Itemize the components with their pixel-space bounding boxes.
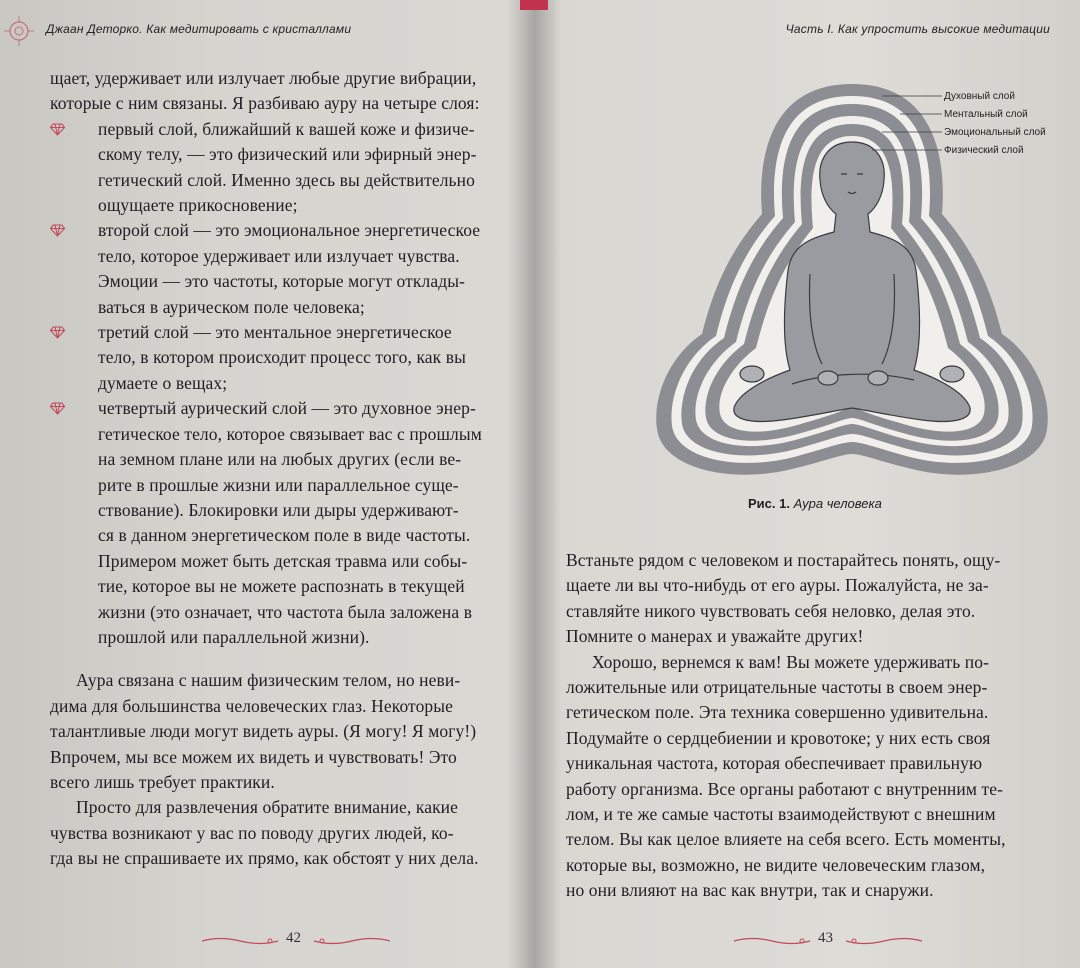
label-emotional-layer: Эмоциональный слой bbox=[944, 127, 1046, 138]
aura-figure bbox=[642, 74, 1062, 494]
page-number: 42 bbox=[286, 930, 301, 946]
running-head: Джаан Деторко. Как медитировать с кристаллами bbox=[46, 22, 352, 36]
text-line: щает, удерживает или излучает любые другие вибрации, bbox=[50, 68, 477, 88]
text-line: гетическое тело, которое связывает вас с прошлым bbox=[98, 423, 482, 444]
text-line: Эмоции — это частоты, которые могут отклады- bbox=[98, 271, 465, 292]
text-line: всего лишь требует практики. bbox=[50, 771, 275, 792]
text-line: ствование). Блокировки или дыры удерживают- bbox=[98, 499, 459, 520]
text-line: Примером может быть детская травма или собы- bbox=[98, 550, 468, 571]
text-line: Подумайте о сердцебиении и кровотоке; у них есть своя bbox=[566, 727, 991, 748]
figure-caption bbox=[748, 496, 882, 511]
caption-label: Рис. 1. bbox=[748, 496, 790, 511]
text-line: работу организма. Все органы работают с внутренним те- bbox=[566, 778, 1004, 799]
gem-bullet-icon bbox=[50, 326, 65, 339]
text-line: гда вы не спрашиваете их прямо, как обстоят у них дела. bbox=[50, 848, 479, 869]
gem-bullet-icon bbox=[50, 123, 65, 136]
text-line: которые вы, возможно, не видите человеческим глазом, bbox=[566, 854, 986, 875]
text-line: ся в данном энергетическом поле в виде частоты. bbox=[98, 525, 471, 546]
text-line: гетическом поле. Эта техника совершенно удивительна. bbox=[566, 702, 989, 723]
left-page bbox=[0, 0, 530, 968]
folio-ornament-left-icon bbox=[732, 936, 812, 946]
folio-ornament-right-icon bbox=[844, 936, 924, 946]
left-page-body bbox=[50, 66, 530, 872]
folio-ornament-left-icon bbox=[200, 936, 280, 946]
text-line: талантливые люди могут видеть ауры. (Я могу! Я могу!) bbox=[50, 721, 477, 742]
text-line: уникальная частота, которая обеспечивает правильную bbox=[566, 753, 983, 774]
text-line: щаете ли вы что-нибудь от его ауры. Пожалуйста, не за- bbox=[566, 575, 989, 596]
bullet-item bbox=[50, 218, 530, 243]
bullet-item bbox=[50, 396, 530, 421]
text-line: тие, которое вы не можете распознать в текущей bbox=[98, 576, 465, 597]
list-item-line: четвертый аурический слой — это духовное энер- bbox=[98, 398, 476, 419]
right-page-body bbox=[566, 548, 1066, 904]
text-line: ложительные или отрицательные частоты в своем энер- bbox=[566, 677, 988, 698]
gem-bullet-icon bbox=[50, 224, 65, 237]
label-spiritual-layer: Духовный слой bbox=[944, 91, 1015, 102]
gem-bullet-icon bbox=[50, 402, 65, 415]
text-line: которые с ним связаны. Я разбиваю ауру на четыре слоя: bbox=[50, 93, 480, 114]
bullet-item bbox=[50, 117, 530, 142]
text-line: чувства возникают у вас по поводу других людей, ко- bbox=[50, 822, 454, 843]
list-item-line: второй слой — это эмоциональное энергетическое bbox=[98, 220, 481, 241]
text-line: Просто для развлечения обратите внимание, какие bbox=[76, 797, 459, 818]
label-physical-layer: Физический слой bbox=[944, 145, 1024, 156]
text-line: скому телу, — это физический или эфирный энер- bbox=[98, 144, 477, 165]
text-line: Встаньте рядом с человеком и постарайтесь понять, ощу- bbox=[566, 550, 1001, 570]
text-line: рите в прошлые жизни или параллельное суще- bbox=[98, 474, 459, 495]
text-line: телом. Вы как целое влияете на себя всего. Есть моменты, bbox=[566, 829, 1006, 850]
label-mental-layer: Ментальный слой bbox=[944, 109, 1028, 120]
caption-text: Аура человека bbox=[793, 496, 882, 511]
text-line: Аура связана с нашим физическим телом, но неви- bbox=[76, 670, 461, 691]
text-line: тело, в котором происходит процесс того, как вы bbox=[98, 347, 466, 368]
text-line: Впрочем, мы все можем их видеть и чувствовать! Это bbox=[50, 746, 457, 767]
corner-ornament-icon bbox=[2, 14, 36, 48]
list-item-line: третий слой — это ментальное энергетическое bbox=[98, 322, 452, 343]
text-line: прошлой или параллельной жизни). bbox=[98, 626, 370, 647]
paragraph-gap bbox=[50, 650, 530, 668]
text-line: но они влияют на вас как внутри, так и снаружи. bbox=[566, 880, 934, 901]
text-line: жизни (это означает, что частота была заложена в bbox=[98, 601, 473, 622]
text-line: ощущаете прикосновение; bbox=[98, 195, 298, 216]
list-item-line: первый слой, ближайший к вашей коже и физиче- bbox=[98, 118, 475, 139]
bullet-item bbox=[50, 320, 530, 345]
text-line: дима для большинства человеческих глаз. Некоторые bbox=[50, 695, 453, 716]
page-number: 43 bbox=[818, 930, 833, 946]
text-line: тело, которое удерживает или излучает чувства. bbox=[98, 245, 460, 266]
text-line: ваться в аурическом поле человека; bbox=[98, 296, 365, 317]
text-line: гетический слой. Именно здесь вы действительно bbox=[98, 169, 475, 190]
text-line: думаете о вещах; bbox=[98, 372, 228, 393]
text-line: ставляйте никого чувствовать себя неловко, делая это. bbox=[566, 600, 976, 621]
text-line: Помните о манерах и уважайте других! bbox=[566, 626, 864, 647]
folio-ornament-right-icon bbox=[312, 936, 392, 946]
text-line: лом, и те же самые частоты взаимодействуют с внешним bbox=[566, 804, 996, 825]
running-head: Часть I. Как упростить высокие медитации bbox=[785, 22, 1050, 36]
text-line: Хорошо, вернемся к вам! Вы можете удерживать по- bbox=[592, 651, 990, 672]
text-line: на земном плане или на любых других (если ве- bbox=[98, 449, 462, 470]
right-page bbox=[532, 0, 1080, 968]
